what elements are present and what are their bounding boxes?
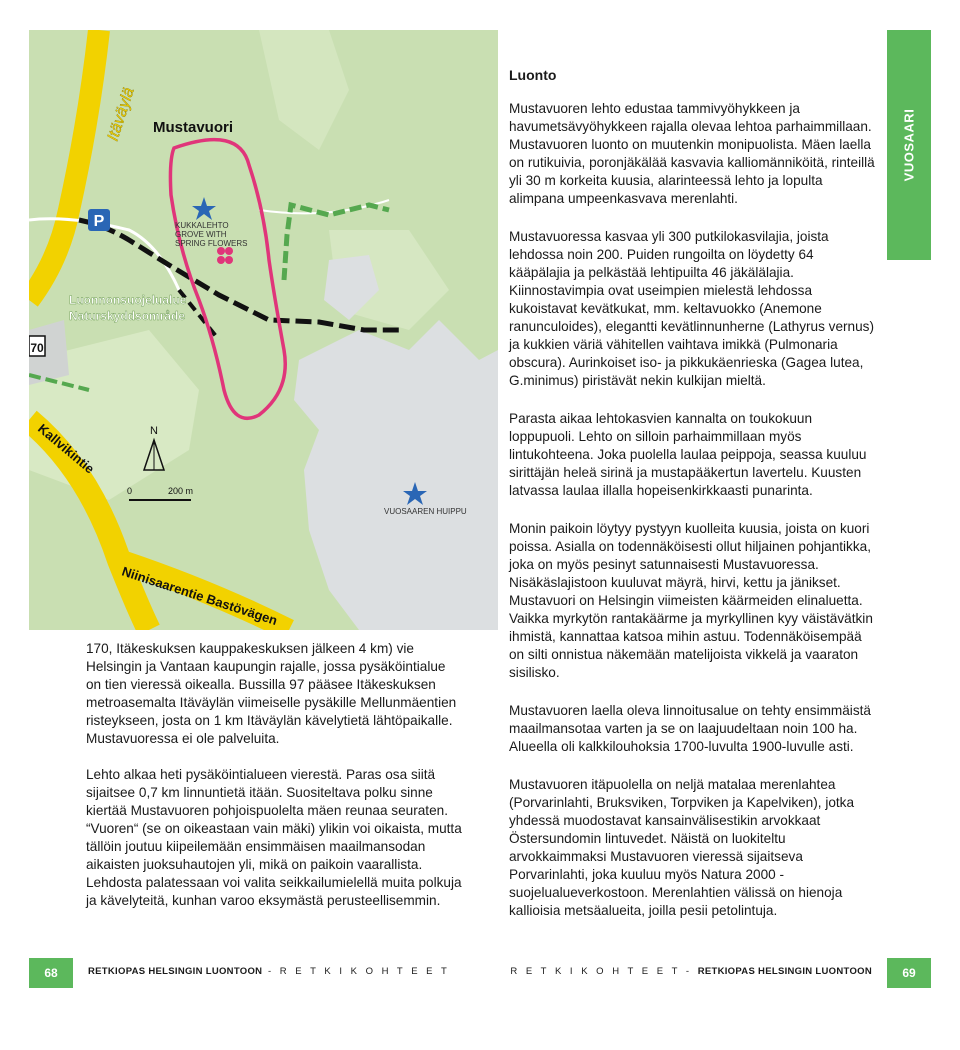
caption-paragraph: Lehto alkaa heti pysäköintialueen vierestä. Paras osa siitä sijaitsee 0,7 km linnuntietä itään. Suositeltava polku sinne kiertää Mustavuoren pohjoispuolelta mäen reunaa seuraten. “Vuoren“ (se on oikeastaan vain mäki) ylikin voi oikaista, mutta tällöin joutuu kiipeilemään ensimmäisen maailmansodan aikaisten juoksuhautojen yli, mikä on paikoin vaarallista. Lehdosta palatessaan voi valita seikkailumielellä muita polkuja ja kävelyteitä, kunhan varoo eksymästä perusteellisemmin. xyxy=(86,767,462,908)
road-label-niinisaarentie: Niinisaarentie Bastövägen xyxy=(120,563,280,629)
footer-title: RETKIOPAS HELSINGIN LUONTOON xyxy=(88,966,263,977)
reserve-label-line1: Luonnonsuojelualue xyxy=(69,293,187,307)
grove-label-line1: KUKKALEHTO xyxy=(175,221,229,230)
summit-label: VUOSAAREN HUIPPU xyxy=(384,507,467,516)
road-label-itavayla: Itäväylä xyxy=(104,85,138,144)
road-label-kallvikintie: Kallvikintie xyxy=(35,420,98,477)
section-heading: Luonto xyxy=(509,67,557,83)
body-paragraph: Parasta aikaa lehtokasvien kannalta on toukokuun loppupuoli. Lehto on silloin parhaimmillaan myös lintukohteena. Joka puolella laulaa peippoja, seassa kuuluu sirittäjän heleä sirinä ja mustapääkertun lavertelu. Kuusten latvassa laulaa illalla hopeisenkirkkaasti punarinta. xyxy=(509,411,867,498)
caption-text xyxy=(86,640,464,928)
footer-title: RETKIOPAS HELSINGIN LUONTOON xyxy=(697,966,872,977)
body-paragraph: Mustavuoressa kasvaa yli 300 putkilokasvilajia, joista lehdossa noin 200. Puiden rungoilta on löydetty 64 kääpälajia ja pelkästää lehtipuilta 46 jäkälälajia. Kiinnostavimpia ovat useimpien mielestä lehdossa kukoistavat kevätkukat, mm. keltavuokko (Anemone ranunculoides), elegantti kevätlinnunherne (Lathyrus vernus) ja kukkien väriä vähitellen vaihtava imikkä (Pulmonaria obscura). Aurinkoiset iso- ja pikkukäenrieska (Gagea lutea, G.minimus) piristävät nekin kulkijan mieltä. xyxy=(509,229,874,388)
page-number-left: 68 xyxy=(29,958,73,988)
map-title: Mustavuori xyxy=(153,119,234,136)
north-label: N xyxy=(150,425,158,437)
footer-section: R E T K I K O H T E E T xyxy=(510,966,681,977)
footer-right xyxy=(510,966,872,977)
caption-paragraph: 170, Itäkeskuksen kauppakeskuksen jälkeen 4 km) vie Helsingin ja Vantaan kaupungin rajalle, jossa pysäköintialue on tien vieressä oikealla. Bussilla 97 pääsee Itäkeskuksen metroasemalta Itäväylän viimeiselle pysäkille Mellunmäentien risteykseen, josta on 1 km Itäväylän kävelytietä lähtöpaikalle. Mustavuoressa ei ole palveluita. xyxy=(86,641,457,746)
scale-end: 200 m xyxy=(168,486,194,496)
footer-left xyxy=(88,966,450,977)
side-tab-right-label: VUOSAARI xyxy=(901,108,917,182)
footer-section: R E T K I K O H T E E T xyxy=(279,966,450,977)
parking-label: P xyxy=(93,213,105,230)
body-paragraph: Mustavuoren lehto edustaa tammivyöhykkeen ja havumetsävyöhykkeen rajalla olevaa lehtoa parhaimmillaan. Mustavuoren luonto on muutenkin monipuolista. Mäen laella on rutikuivia, poronjäkälää kasvavia kalliomänniköitä, rinteillä yli 30 m korkeita kuusia, alarinteessä lehto ja lopulta alimpana umpeenkasvava merenlahti. xyxy=(509,101,875,206)
scale-start: 0 xyxy=(127,486,133,496)
reserve-label-line2: Naturskyddsområde xyxy=(69,309,186,323)
grove-label-line2: GROVE WITH xyxy=(175,230,227,239)
footer-separator: - xyxy=(680,966,698,977)
body-paragraph: Mustavuoren laella oleva linnoitusalue on tehty ensimmäistä maailmansotaa varten ja se on laajuudeltaan noin 100 ha. Alueella oli kalkkilouhoksia 1700-luvulta 1900-luvulle asti. xyxy=(509,703,871,754)
side-tab-right xyxy=(887,30,931,260)
body-paragraph: Mustavuoren itäpuolella on neljä matalaa merenlahtea (Porvarinlahti, Bruksviken, Torpviken ja Kapelviken), jotka yhdessä muodostavat kansainvälisestikin arvokkaat Östersundomin lintuvedet. Näistä on luokiteltu arvokkaimmaksi Mustavuoren vieressä sijaitseva Porvarinlahti, joka kuuluu myös Natura 2000 -suojelualueverkostoon. Merenlahtien välissä on hienoja kallioisia metsäalueita, joilla pesii petolintuja. xyxy=(509,777,855,918)
route-number: 70 xyxy=(30,341,44,355)
body-paragraph: Monin paikoin löytyy pystyyn kuolleita kuusia, joista on kuori poissa. Asialla on todennäköisesti ollut hiljainen pohjantikka, joka on myös pesinyt satunnaisesti Mustavuoressa. Nisäkäslajistoon kuuluvat mäyrä, hirvi, kettu ja jänikset. Mustavuori on Helsingin viimeisten käärmeiden elinaluetta. Vaikka myrkytön rantakäärme ja myrkyllinen kyy väistävätkin ihmistä, kannattaa katsoa mihin astuu. Todennäköisempää on silti onnistua näkemään matelijoista vikkelä ja vaaraton sisilisko. xyxy=(509,521,873,680)
grove-label-line3: SPRING FLOWERS xyxy=(175,239,248,248)
page-number-right: 69 xyxy=(887,958,931,988)
area-map xyxy=(29,30,498,630)
right-column xyxy=(509,66,875,936)
footer-separator: - xyxy=(262,966,280,977)
